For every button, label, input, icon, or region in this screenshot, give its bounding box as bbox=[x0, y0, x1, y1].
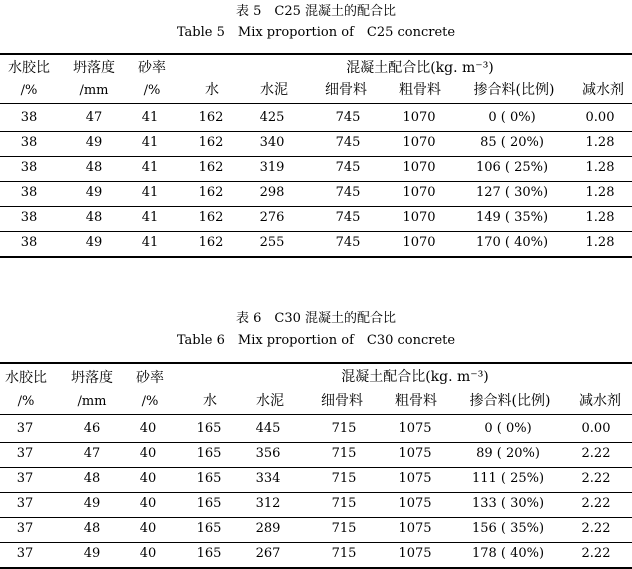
header-cement: 水泥 bbox=[256, 393, 284, 409]
header-slump-unit: /mm bbox=[77, 394, 107, 409]
row-rule bbox=[0, 181, 632, 182]
header-wb: 水胶比 bbox=[5, 370, 47, 386]
cell-water: 165 bbox=[196, 421, 222, 436]
cell-coarse: 1070 bbox=[402, 235, 436, 250]
cell-sand: 40 bbox=[139, 521, 157, 536]
cell-reducer: 1.28 bbox=[585, 135, 615, 150]
cell-fine: 715 bbox=[331, 546, 357, 561]
cell-admix: 89 ( 20%) bbox=[476, 446, 540, 461]
header-wb-unit: /% bbox=[17, 394, 35, 409]
row-rule bbox=[0, 442, 632, 443]
row-rule bbox=[0, 131, 632, 132]
cell-wb: 37 bbox=[16, 546, 34, 561]
cell-slump: 46 bbox=[83, 421, 101, 436]
cell-sand: 41 bbox=[141, 210, 159, 225]
cell-admix: 0 ( 0%) bbox=[484, 421, 532, 436]
cell-reducer: 2.22 bbox=[581, 546, 611, 561]
cell-coarse: 1075 bbox=[398, 521, 432, 536]
cell-reducer: 0.00 bbox=[585, 110, 615, 125]
cell-wb: 38 bbox=[20, 210, 38, 225]
cell-slump: 48 bbox=[85, 210, 103, 225]
cell-fine: 715 bbox=[331, 421, 357, 436]
cell-sand: 40 bbox=[139, 546, 157, 561]
row-rule bbox=[0, 542, 632, 543]
cell-admix: 85 ( 20%) bbox=[480, 135, 544, 150]
cell-admix: 149 ( 35%) bbox=[475, 210, 549, 225]
cell-reducer: 2.22 bbox=[581, 471, 611, 486]
cell-admix: 127 ( 30%) bbox=[475, 185, 549, 200]
row-rule bbox=[0, 206, 632, 207]
cell-fine: 745 bbox=[335, 235, 361, 250]
cell-cement: 276 bbox=[259, 210, 285, 225]
header-wb-unit: /% bbox=[20, 83, 38, 98]
header-slump: 坍落度 bbox=[73, 60, 115, 76]
cell-reducer: 2.22 bbox=[581, 521, 611, 536]
cell-wb: 37 bbox=[16, 496, 34, 511]
cell-coarse: 1070 bbox=[402, 185, 436, 200]
top-rule bbox=[0, 362, 632, 364]
header-coarse: 粗骨料 bbox=[395, 393, 437, 409]
cell-fine: 715 bbox=[331, 471, 357, 486]
cell-slump: 47 bbox=[85, 110, 103, 125]
cell-cement: 255 bbox=[259, 235, 285, 250]
cell-reducer: 2.22 bbox=[581, 496, 611, 511]
cell-slump: 49 bbox=[83, 546, 101, 561]
cell-reducer: 1.28 bbox=[585, 185, 615, 200]
cell-admix: 133 ( 30%) bbox=[471, 496, 545, 511]
cell-admix: 178 ( 40%) bbox=[471, 546, 545, 561]
cell-coarse: 1070 bbox=[402, 160, 436, 175]
cell-water: 162 bbox=[198, 135, 224, 150]
cell-reducer: 1.28 bbox=[585, 210, 615, 225]
row-rule bbox=[0, 492, 632, 493]
cell-coarse: 1070 bbox=[402, 135, 436, 150]
cell-reducer: 1.28 bbox=[585, 235, 615, 250]
header-reducer: 减水剂 bbox=[582, 82, 624, 98]
header-sand: 砂率 bbox=[138, 60, 166, 76]
cell-slump: 47 bbox=[83, 446, 101, 461]
cell-water: 162 bbox=[198, 110, 224, 125]
cell-sand: 40 bbox=[139, 496, 157, 511]
bottom-rule bbox=[0, 256, 632, 258]
cell-sand: 41 bbox=[141, 110, 159, 125]
header-slump: 坍落度 bbox=[71, 370, 113, 386]
row-rule bbox=[0, 467, 632, 468]
cell-slump: 48 bbox=[83, 521, 101, 536]
cell-coarse: 1075 bbox=[398, 421, 432, 436]
cell-fine: 715 bbox=[331, 496, 357, 511]
row-rule bbox=[0, 231, 632, 232]
header-reducer: 减水剂 bbox=[579, 393, 621, 409]
cell-sand: 41 bbox=[141, 185, 159, 200]
header-sand-unit: /% bbox=[143, 83, 161, 98]
cell-fine: 745 bbox=[335, 185, 361, 200]
cell-water: 165 bbox=[196, 446, 222, 461]
cell-fine: 745 bbox=[335, 135, 361, 150]
cell-reducer: 2.22 bbox=[581, 446, 611, 461]
cell-cement: 425 bbox=[259, 110, 285, 125]
cell-water: 162 bbox=[198, 160, 224, 175]
cell-water: 165 bbox=[196, 521, 222, 536]
cell-slump: 49 bbox=[83, 496, 101, 511]
header-sand-unit: /% bbox=[141, 394, 159, 409]
cell-cement: 334 bbox=[255, 471, 281, 486]
cell-reducer: 0.00 bbox=[581, 421, 611, 436]
cell-water: 165 bbox=[196, 471, 222, 486]
cell-cement: 340 bbox=[259, 135, 285, 150]
table-title-en: Table 6 Mix proportion of C30 concrete bbox=[176, 333, 456, 348]
header-sand: 砂率 bbox=[136, 370, 164, 386]
cell-sand: 40 bbox=[139, 471, 157, 486]
row-rule bbox=[0, 156, 632, 157]
cell-wb: 37 bbox=[16, 446, 34, 461]
cell-admix: 106 ( 25%) bbox=[475, 160, 549, 175]
cell-coarse: 1070 bbox=[402, 210, 436, 225]
cell-coarse: 1075 bbox=[398, 496, 432, 511]
cell-fine: 715 bbox=[331, 446, 357, 461]
cell-cement: 356 bbox=[255, 446, 281, 461]
cell-admix: 156 ( 35%) bbox=[471, 521, 545, 536]
cell-fine: 745 bbox=[335, 110, 361, 125]
cell-fine: 745 bbox=[335, 210, 361, 225]
cell-wb: 37 bbox=[16, 471, 34, 486]
cell-sand: 40 bbox=[139, 421, 157, 436]
cell-cement: 312 bbox=[255, 496, 281, 511]
cell-wb: 38 bbox=[20, 160, 38, 175]
cell-water: 162 bbox=[198, 210, 224, 225]
header-cement: 水泥 bbox=[260, 82, 288, 98]
table-title-cn: 表 6 C30 混凝土的配合比 bbox=[235, 311, 397, 326]
cell-cement: 267 bbox=[255, 546, 281, 561]
header-wb: 水胶比 bbox=[8, 60, 50, 76]
cell-admix: 111 ( 25%) bbox=[471, 471, 545, 486]
header-admix: 掺合料(比例) bbox=[469, 393, 551, 409]
table-title-cn: 表 5 C25 混凝土的配合比 bbox=[235, 4, 397, 19]
cell-wb: 38 bbox=[20, 235, 38, 250]
header-water: 水 bbox=[203, 393, 217, 409]
cell-wb: 37 bbox=[16, 521, 34, 536]
cell-cement: 289 bbox=[255, 521, 281, 536]
cell-slump: 48 bbox=[83, 471, 101, 486]
row-rule bbox=[0, 517, 632, 518]
header-coarse: 粗骨料 bbox=[399, 82, 441, 98]
cell-coarse: 1075 bbox=[398, 471, 432, 486]
cell-slump: 49 bbox=[85, 235, 103, 250]
cell-fine: 715 bbox=[331, 521, 357, 536]
header-fine: 细骨料 bbox=[325, 82, 367, 98]
cell-reducer: 1.28 bbox=[585, 160, 615, 175]
cell-sand: 41 bbox=[141, 160, 159, 175]
cell-sand: 41 bbox=[141, 135, 159, 150]
cell-water: 165 bbox=[196, 546, 222, 561]
cell-wb: 38 bbox=[20, 110, 38, 125]
cell-slump: 48 bbox=[85, 160, 103, 175]
cell-coarse: 1075 bbox=[398, 546, 432, 561]
header-water: 水 bbox=[205, 82, 219, 98]
cell-sand: 40 bbox=[139, 446, 157, 461]
cell-wb: 38 bbox=[20, 135, 38, 150]
cell-coarse: 1070 bbox=[402, 110, 436, 125]
cell-sand: 41 bbox=[141, 235, 159, 250]
cell-slump: 49 bbox=[85, 185, 103, 200]
cell-water: 162 bbox=[198, 235, 224, 250]
cell-fine: 745 bbox=[335, 160, 361, 175]
header-admix: 掺合料(比例) bbox=[473, 82, 555, 98]
header-slump-unit: /mm bbox=[79, 83, 109, 98]
cell-coarse: 1075 bbox=[398, 446, 432, 461]
cell-wb: 38 bbox=[20, 185, 38, 200]
header-rule bbox=[0, 414, 632, 415]
cell-admix: 0 ( 0%) bbox=[488, 110, 536, 125]
cell-water: 162 bbox=[198, 185, 224, 200]
cell-cement: 445 bbox=[255, 421, 281, 436]
cell-cement: 319 bbox=[259, 160, 285, 175]
cell-admix: 170 ( 40%) bbox=[475, 235, 549, 250]
cell-slump: 49 bbox=[85, 135, 103, 150]
cell-water: 165 bbox=[196, 496, 222, 511]
cell-wb: 37 bbox=[16, 421, 34, 436]
cell-cement: 298 bbox=[259, 185, 285, 200]
header-fine: 细骨料 bbox=[321, 393, 363, 409]
header-mix: 混凝土配合比(kg. m⁻³) bbox=[346, 60, 494, 76]
header-mix: 混凝土配合比(kg. m⁻³) bbox=[341, 369, 489, 385]
header-rule bbox=[0, 103, 632, 104]
table-title-en: Table 5 Mix proportion of C25 concrete bbox=[176, 25, 456, 40]
top-rule bbox=[0, 53, 632, 55]
